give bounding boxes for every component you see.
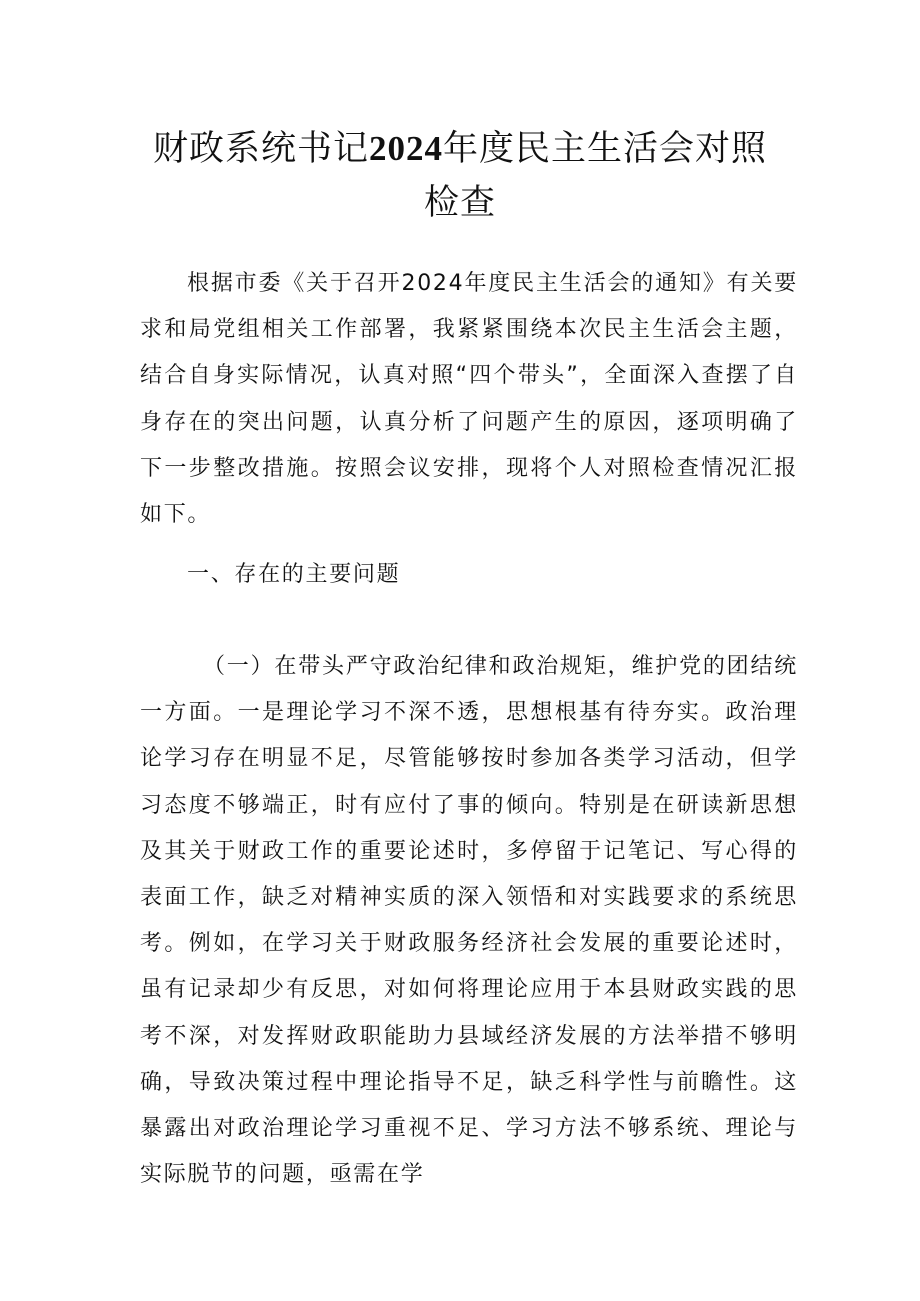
intro-paragraph: 根据市委《关于召开2024年度民主生活会的通知》有关要求和局党组相关工作部署，我紧紧围绕本次民主生活会主题，结合自身实际情况，认真对照“四个带头”，全面深入查摆了自身存在的突出问题，认真分析了问题产生的原因，逐项明确了下一步整改措施。按照会议安排，现将个人对照检查情况汇报如下。 (140, 271, 798, 528)
document-title (140, 122, 780, 230)
title-year: 2024 (369, 129, 443, 168)
title-text-part2: 年度民主生活会对照检查 (423, 129, 768, 223)
section-heading: 一、存在的主要问题 (187, 562, 401, 587)
subsection-paragraph: （一）在带头严守政治纪律和政治规矩，维护党的团结统一方面。一是理论学习不深不透，思想根基有待夯实。政治理论学习存在明显不足，尽管能够按时参加各类学习活动，但学习态度不够端正，时有应付了事的倾向。特别是在研读新思想及其关于财政工作的重要论述时，多停留于记笔记、写心得的表面工作，缺乏对精神实质的深入领悟和对实践要求的系统思考。例如，在学习关于财政服务经济社会发展的重要论述时，虽有记录却少有反思，对如何将理论应用于本县财政实践的思考不深，对发挥财政职能助力县域经济发展的方法举措不够明确，导致决策过程中理论指导不足，缺乏科学性与前瞻性。这暴露出对政治理论学习重视不足、学习方法不够系统、理论与实际脱节的问题，亟需在学 (140, 654, 798, 1188)
title-text-part1: 财政系统书记 (152, 129, 369, 169)
